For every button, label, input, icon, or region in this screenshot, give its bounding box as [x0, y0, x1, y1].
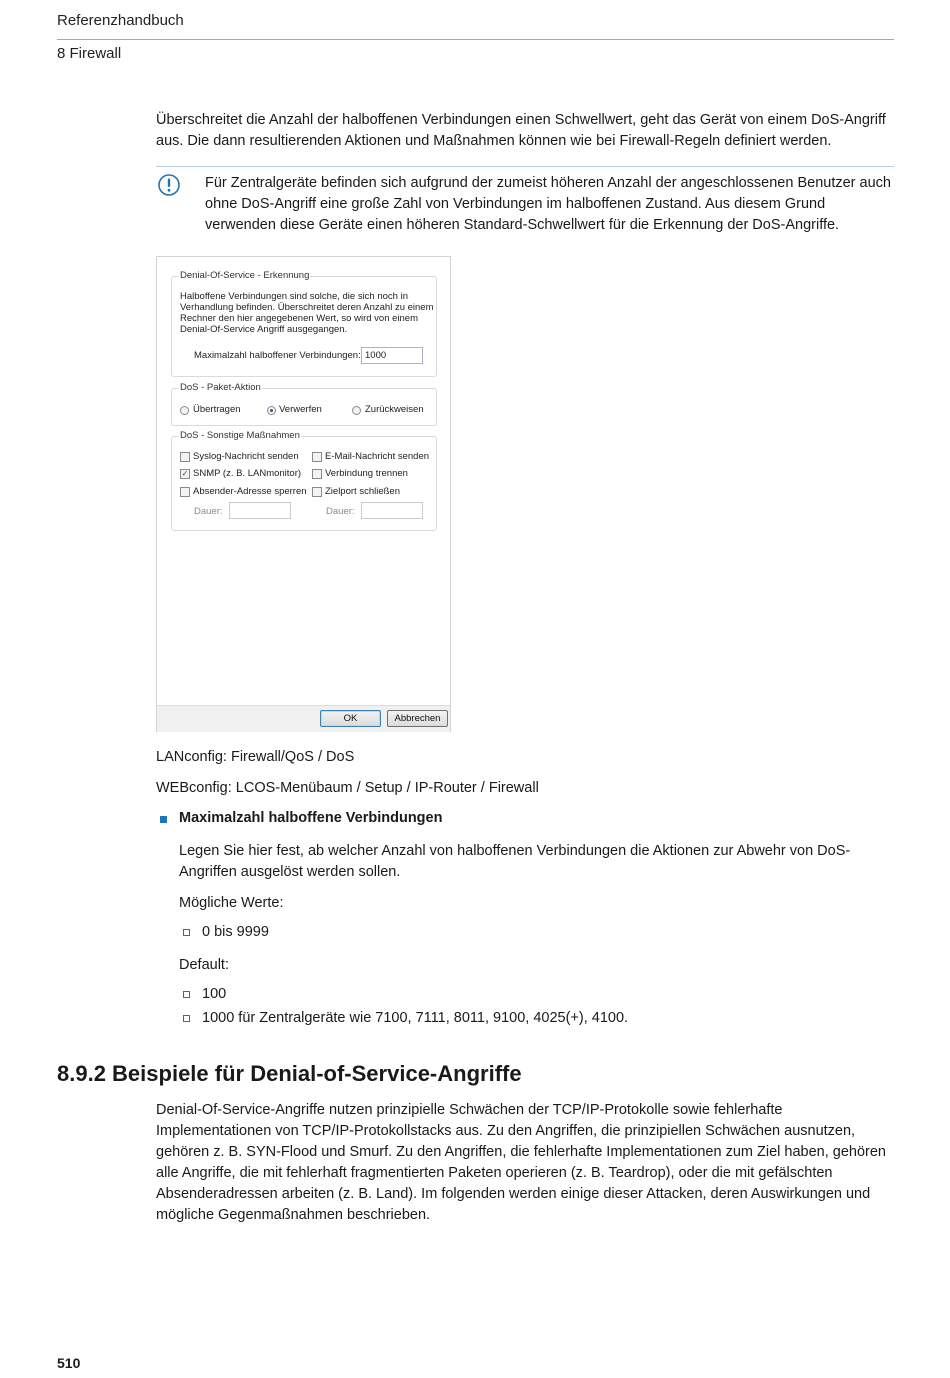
possible-value: 0 bis 9999 — [202, 924, 269, 940]
disconnect-checkbox[interactable] — [312, 469, 322, 479]
measures-group — [171, 430, 437, 531]
dialog-button-bar — [157, 705, 450, 732]
note-rule — [156, 166, 894, 167]
default-value: 100 — [202, 986, 227, 1002]
running-header-chapter: 8 Firewall — [57, 45, 122, 62]
radio-transmit-label[interactable]: Übertragen — [193, 404, 241, 415]
detection-group — [171, 270, 437, 377]
close-port-checkbox[interactable] — [312, 487, 322, 497]
duration-input-left[interactable] — [229, 502, 291, 519]
email-label[interactable]: E-Mail-Nachricht senden — [325, 451, 430, 462]
radio-transmit[interactable] — [180, 406, 189, 415]
dos-settings-dialog — [156, 256, 451, 732]
section-paragraph: Denial-Of-Service-Angriffe nutzen prinzipielle Schwächen der TCP/IP-Protokolle sowie fehlerhafte Implementationen von TCP/IP-Protokollstacks aus. Zu den Angriffen, die prinzipiellen Schwächen ausnutzen, gehören z. B. SYN-Flood und Smurf. Zu den Angriffen, die fehlerhafte Implementationen zum Ziel haben, gehören alle Angriffe, die mit fehlerhaft fragmentierten Paketen operieren (z. B. Teardrop), oder die mit gefälschten Absenderadressen arbeiten (z. B. Land). Im folgenden werden einige dieser Attacken, deren Auswirkungen und mögliche Gegenmaßnahmen beschrieben. — [156, 1102, 886, 1223]
hollow-bullet-icon — [183, 1015, 190, 1022]
max-connections-label: Maximalzahl halboffener Verbindungen: — [194, 350, 361, 361]
duration-label-left: Dauer: — [194, 506, 223, 517]
detection-desc-line: Verhandlung befinden. Überschreitet deren Anzahl zu einem — [180, 302, 434, 313]
item-description: Legen Sie hier fest, ab welcher Anzahl von halboffenen Verbindungen die Aktionen zur Abwehr von DoS-Angriffen ausgelöst werden sollen. — [179, 843, 851, 880]
radio-drop[interactable] — [267, 406, 276, 415]
item-title: Maximalzahl halboffene Verbindungen — [179, 810, 443, 826]
syslog-label[interactable]: Syslog-Nachricht senden — [193, 451, 299, 462]
detection-desc-line: Denial-Of-Service Angriff ausgegangen. — [180, 324, 348, 335]
running-header-book: Referenzhandbuch — [57, 12, 184, 29]
default-value: 1000 für Zentralgeräte wie 7100, 7111, 8011, 9100, 4025(+), 4100. — [202, 1010, 629, 1026]
packet-action-group-title: DoS - Paket-Aktion — [180, 382, 261, 393]
radio-reject-label[interactable]: Zurückweisen — [365, 404, 424, 415]
exclamation-circle-icon — [157, 173, 181, 197]
webconfig-path: WEBconfig: LCOS-Menübaum / Setup / IP-Router / Firewall — [156, 780, 539, 796]
block-sender-label[interactable]: Absender-Adresse sperren — [193, 486, 307, 497]
block-sender-checkbox[interactable] — [180, 487, 190, 497]
duration-input-right[interactable] — [361, 502, 423, 519]
syslog-checkbox[interactable] — [180, 452, 190, 462]
snmp-checkbox[interactable]: ✓ — [181, 469, 189, 478]
max-connections-input[interactable]: 1000 — [361, 347, 423, 364]
duration-label-right: Dauer: — [326, 506, 355, 517]
intro-paragraph: Überschreitet die Anzahl der halboffenen Verbindungen einen Schwellwert, geht das Gerät von einem DoS-Angriff aus. Die dann resultierenden Aktionen und Maßnahmen können wie bei Firewall-Regeln definiert werden. — [156, 112, 886, 149]
detection-desc-line: Rechner den hier angegebenen Wert, so wird von einem — [180, 313, 418, 324]
detection-group-title: Denial-Of-Service - Erkennung — [180, 270, 310, 281]
default-label: Default: — [179, 957, 229, 973]
radio-drop-label[interactable]: Verwerfen — [279, 404, 322, 415]
section-heading: 8.9.2 Beispiele für Denial-of-Service-Angriffe — [57, 1061, 522, 1086]
ok-button[interactable]: OK — [320, 710, 381, 727]
measures-group-title: DoS - Sonstige Maßnahmen — [180, 430, 300, 441]
header-rule — [57, 39, 894, 40]
note-text: Für Zentralgeräte befinden sich aufgrund der zumeist höheren Anzahl der angeschlossenen Benutzer auch ohne DoS-Angriff eine große Zahl von Verbindungen im halboffenen Zustand. Aus diesem Grund verwenden diese Geräte einen höheren Standard-Schwellwert für die Erkennung der DoS-Angriffe. — [205, 175, 891, 233]
detection-desc-line: Halboffene Verbindungen sind solche, die sich noch in — [180, 291, 408, 302]
hollow-bullet-icon — [183, 991, 190, 998]
cancel-button[interactable]: Abbrechen — [387, 710, 448, 727]
disconnect-label[interactable]: Verbindung trennen — [325, 468, 408, 479]
email-checkbox[interactable] — [312, 452, 322, 462]
packet-action-group — [171, 382, 437, 426]
snmp-label[interactable]: SNMP (z. B. LANmonitor) — [193, 468, 302, 479]
close-port-label[interactable]: Zielport schließen — [325, 486, 400, 497]
lanconfig-path: LANconfig: Firewall/QoS / DoS — [156, 749, 355, 765]
hollow-bullet-icon — [183, 929, 190, 936]
radio-reject[interactable] — [352, 406, 361, 415]
bullet-square-icon — [160, 816, 167, 823]
possible-values-label: Mögliche Werte: — [179, 895, 284, 911]
page-number: 510 — [57, 1355, 81, 1371]
